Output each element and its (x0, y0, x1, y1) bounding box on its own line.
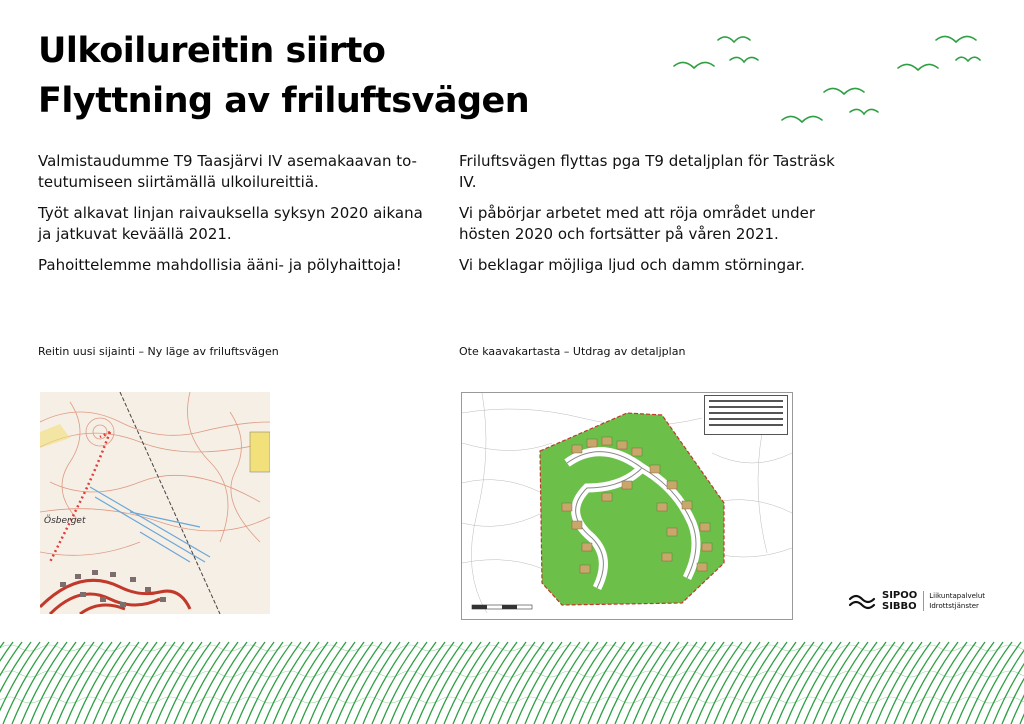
sipoo-logo (848, 590, 985, 612)
route-map (40, 392, 270, 614)
wave-pattern-icon (0, 640, 1024, 724)
logo-department (923, 591, 985, 611)
finnish-column (38, 151, 433, 286)
plan-legend-box (704, 395, 788, 435)
route-map-drawing (40, 392, 270, 614)
swedish-column (459, 151, 839, 286)
logo-dept-fi: Liikuntapalvelut (929, 592, 986, 600)
detail-plan-map (461, 392, 793, 620)
logo-name-fi: SIPOO (882, 590, 918, 601)
place-label: Ösberget (44, 516, 86, 526)
title-finnish: Ulkoilureitin siirto (38, 31, 386, 71)
logo-names (882, 590, 917, 612)
finnish-paragraph-2: Työt alkavat linjan raivauksella syksyn 2020 aikana ja jatkuvat keväällä 2021. (38, 204, 423, 243)
logo-name-sv: SIBBO (882, 601, 917, 612)
page-title (38, 26, 529, 126)
swedish-paragraph-1: Friluftsvägen flyttas pga T9 detaljplan för Tasträsk IV. (459, 152, 835, 191)
finnish-paragraph-3: Pahoittelemme mahdollisia ääni- ja pölyhaittoja! (38, 256, 402, 274)
logo-dept-sv: Idrottstjänster (929, 602, 979, 610)
left-map-caption: Reitin uusi sijainti – Ny läge av friluftsvägen (38, 345, 279, 358)
swedish-paragraph-3: Vi beklagar möjliga ljud och damm störningar. (459, 256, 805, 274)
birds-icon (660, 20, 1000, 130)
swedish-paragraph-2: Vi påbörjar arbetet med att röja området under hösten 2020 och fortsätter på våren 2021. (459, 204, 816, 243)
right-map-caption: Ote kaavakartasta – Utdrag av detaljplan (459, 345, 686, 358)
sipoo-logo-icon (848, 591, 878, 611)
finnish-paragraph-1: Valmistaudumme T9 Taasjärvi IV asemakaavan to-teutumiseen siirtämällä ulkoilureittiä. (38, 152, 417, 191)
title-swedish: Flyttning av friluftsvägen (38, 81, 530, 121)
